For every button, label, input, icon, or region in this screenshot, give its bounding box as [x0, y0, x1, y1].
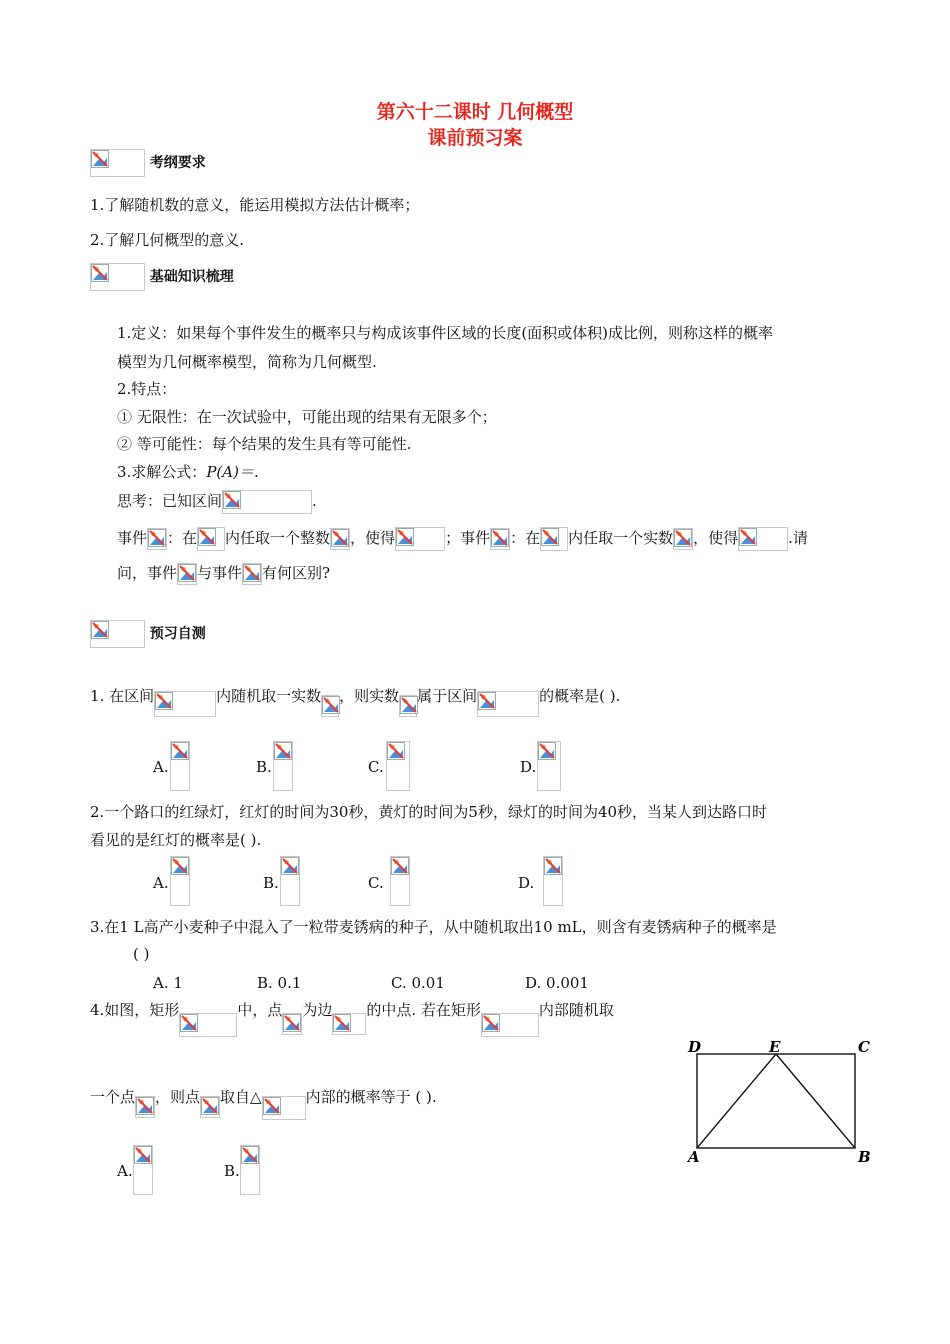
option-d[interactable]: D.	[520, 758, 537, 776]
option-c[interactable]: C.	[368, 758, 384, 776]
option-b[interactable]: B.	[263, 874, 279, 892]
option-b[interactable]: B.	[224, 1162, 240, 1180]
text: ；事件	[445, 529, 491, 547]
section-basics	[90, 263, 234, 291]
label-e: E	[769, 1038, 781, 1056]
event-line	[117, 562, 330, 585]
broken-image-icon	[240, 1145, 260, 1195]
label-d: D	[688, 1038, 702, 1056]
text: .请	[788, 529, 808, 547]
formula-prefix: 3.求解公式：	[117, 463, 207, 481]
broken-image-icon	[332, 1013, 366, 1035]
question-4-line	[90, 1086, 437, 1120]
option-a[interactable]: A.	[153, 758, 169, 776]
label-c: C	[858, 1038, 870, 1056]
broken-image-icon	[399, 695, 417, 717]
definition-line: 模型为几何概率模型，简称为几何概型.	[117, 353, 377, 371]
text: ：在	[167, 529, 198, 547]
option-c[interactable]: C. 0.01	[391, 974, 445, 992]
segment-ae	[697, 1054, 776, 1148]
broken-image-icon	[200, 1096, 220, 1118]
broken-image-icon	[197, 527, 225, 551]
broken-image-icon	[543, 856, 563, 906]
think-prefix: 思考：已知区间	[117, 492, 223, 510]
option-b[interactable]: B. 0.1	[257, 974, 302, 992]
think-line	[117, 490, 317, 514]
option-d[interactable]: D.	[518, 874, 535, 892]
text: 内部的概率等于 ( ).	[305, 1088, 437, 1106]
broken-image-icon	[280, 856, 300, 906]
formula-line	[117, 461, 259, 483]
section-selftest	[90, 620, 206, 648]
broken-image-icon	[273, 741, 293, 791]
broken-image-icon	[386, 741, 410, 791]
text: 为边	[302, 1001, 333, 1019]
section-heading: 基础知识梳理	[149, 269, 234, 285]
broken-image-icon	[90, 149, 145, 177]
option-c[interactable]: C.	[368, 874, 384, 892]
text: ，则点	[155, 1088, 201, 1106]
text: 与事件	[197, 564, 243, 582]
option-b[interactable]: B.	[256, 758, 272, 776]
text: ，使得	[350, 529, 396, 547]
text: 属于区间	[417, 687, 478, 705]
text: 内随机取一实数	[216, 687, 322, 705]
page-title: 第六十二课时 几何概型	[376, 101, 574, 123]
broken-image-icon	[490, 528, 510, 550]
question-2-line: 2.一个路口的红绿灯，红灯的时间为30秒，黄灯的时间为5秒，绿灯的时间为40秒，当某人到达路口时	[90, 803, 768, 821]
section-heading: 考纲要求	[149, 155, 206, 171]
text: 问，事件	[117, 564, 178, 582]
broken-image-icon	[154, 691, 216, 717]
requirement-item: 1.了解随机数的意义，能运用模拟方法估计概率；	[90, 196, 420, 214]
question-3-line: 3.在1 L高产小麦种子中混入了一粒带麦锈病的种子，从中随机取出10 mL，则含有麦锈病种子的概率是	[90, 918, 777, 936]
broken-image-icon	[481, 1013, 539, 1037]
event-line	[117, 527, 808, 551]
broken-image-icon	[177, 563, 197, 585]
broken-image-icon	[242, 563, 262, 585]
broken-image-icon	[133, 1145, 153, 1195]
question-2-line: 看见的是红灯的概率是( ).	[90, 831, 262, 849]
option-d[interactable]: D. 0.001	[525, 974, 589, 992]
page-subtitle: 课前预习案	[427, 127, 523, 149]
broken-image-icon	[390, 856, 410, 906]
section-requirements	[90, 149, 206, 177]
broken-image-icon	[179, 1013, 237, 1037]
rectangle-figure	[680, 1035, 880, 1170]
option-a[interactable]: A. 1	[153, 974, 183, 992]
question-4-line	[90, 999, 614, 1037]
segment-eb	[776, 1054, 855, 1148]
broken-image-icon	[540, 527, 568, 551]
definition-line: 1.定义：如果每个事件发生的概率只与构成该事件区域的长度(面积或体积)成比例，则称这样的概率	[117, 324, 774, 342]
text: 的中点. 若在矩形	[366, 1001, 481, 1019]
feature-heading: 2.特点：	[117, 380, 177, 398]
think-suffix: .	[312, 492, 317, 510]
broken-image-icon	[395, 527, 445, 551]
feature-item: ② 等可能性：每个结果的发生具有等可能性.	[117, 435, 412, 453]
text: 内任取一个整数	[225, 529, 331, 547]
label-b: B	[858, 1148, 871, 1166]
text: 一个点	[90, 1088, 136, 1106]
option-a[interactable]: A.	[117, 1162, 133, 1180]
text: ，则实数	[339, 687, 400, 705]
broken-image-icon	[477, 691, 539, 717]
text: 取自△	[220, 1088, 262, 1106]
feature-item: ① 无限性：在一次试验中，可能出现的结果有无限多个；	[117, 408, 497, 426]
text: 中，点	[237, 1001, 283, 1019]
label-a: A	[688, 1148, 700, 1166]
option-a[interactable]: A.	[153, 874, 169, 892]
broken-image-icon	[135, 1096, 155, 1118]
broken-image-icon	[321, 695, 339, 717]
text: 有何区别?	[262, 564, 331, 582]
broken-image-icon	[90, 263, 145, 291]
text: 的概率是( ).	[539, 687, 621, 705]
broken-image-icon	[262, 1096, 306, 1120]
broken-image-icon	[170, 741, 190, 791]
broken-image-icon	[673, 528, 693, 550]
requirement-item: 2.了解几何概型的意义.	[90, 231, 245, 249]
broken-image-icon	[738, 527, 788, 551]
text: 4.如图，矩形	[90, 1001, 180, 1019]
broken-image-icon	[282, 1013, 302, 1035]
broken-image-icon	[147, 528, 167, 550]
broken-image-icon	[222, 490, 312, 514]
text: 内任取一个实数	[568, 529, 674, 547]
question-1	[90, 685, 620, 717]
broken-image-icon	[330, 528, 350, 550]
section-heading: 预习自测	[149, 626, 206, 642]
text: 1. 在区间	[90, 687, 155, 705]
text: 内部随机取	[538, 1001, 614, 1019]
formula-expression: P(A)＝.	[206, 463, 259, 481]
text: ：在	[510, 529, 541, 547]
rectangle-abcd	[697, 1054, 855, 1148]
question-3-line: ( )	[133, 945, 150, 963]
broken-image-icon	[170, 856, 190, 906]
text: ，使得	[693, 529, 739, 547]
broken-image-icon	[537, 741, 561, 791]
broken-image-icon	[90, 620, 145, 648]
text: 事件	[117, 529, 148, 547]
